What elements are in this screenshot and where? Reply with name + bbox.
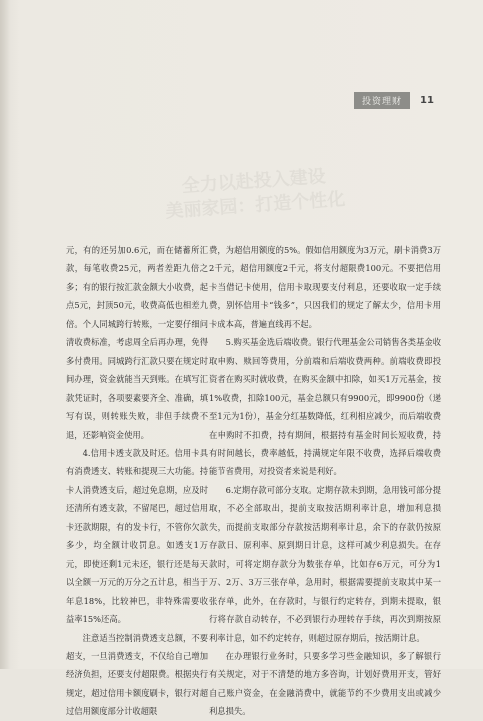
faint-watermark-text (128, 161, 382, 238)
paragraph: 元，有的还另加0.6元，而在储蓄所汇款，每笔收费25元，两者差距九倍之多；有的银行按汇款金额大小收费，起点5元，封顶50元，收费高低也相差九倍。个人同城跨行转账，一定要仔细问清收费标准，考虑周全后再办理，免得多付费用。同城跨行汇款只要在规定时间办理，资金就能当天到账。在填写汇款凭证时，各项要素要齐全、准确，填写有误，则转账失败，非但手续费不退，还影响资金使用。 (66, 245, 208, 440)
paragraph: 4.信用卡透支款及时还。信用卡具有消费透支、转账和提现三大功能。持卡人消费透支后，超过免息期，应及时还清所有透支款，不留尾巴，超过信用卡还款期限，有的发卡行，不管你欠款多少，均全额计收罚息。如透支1万元，即使还剩1元未还，银行还是每天以全额一万元的万分之五计息，相当于年息18%，比较神巴，非特殊需要收益率15%还高。 (66, 447, 208, 625)
left-text-column (66, 241, 208, 721)
paragraph: 5.购买基金选后端收费。银行代理基金公司销售各类基金收取申购、赎回等费用，分前端和后端收费两种。前端收费即投资者在购买时就收费，在购买金额中扣除，如买1万元基金，按1%收费，扣除100元，基金总额只有9900元，即9900份（递至1元为1份），基金分红基数降低，红利相应减少，而后端收费在申购时不扣费，持有期间，根据持有基金时间长短收费，持有时间越长，费率越低，持满规定年限不收费，选择后端收费能节省费用，对投资者来说是利好。 (209, 337, 441, 477)
right-text-column (209, 241, 441, 721)
page-header (354, 92, 434, 108)
watermark-line: 美丽家园：打造个性化 (164, 188, 346, 223)
section-label: 投资理财 (354, 92, 410, 109)
paragraph: 费，为超信用额度的5%。假如信用额度为3万元，刷卡消费3万2千元，超信用额度2千元，将支付超限费100元。不要把信用卡当借记卡使用，信用卡取现要支付利息，还要收取一定手续费，别怀信用卡“钱多”，只因我们的规定了解太少，信用卡用卡成本高，普遍直线再不起。 (209, 245, 441, 329)
paragraph: 在办理银行业务时，只要多学习些金融知识，多了解银行有关规定，对于不清楚的地方多咨询，计划好费用开支，管好自己账户资金，在金融消费中，就能节约不少费用支出或减少利息损失。 (209, 650, 441, 717)
watermark-line: 全力以赴投入建设 (181, 166, 327, 198)
page-number: 11 (420, 94, 434, 106)
paragraph: 6.定期存款可部分支取。定期存款未到期，急用钱可部分提取，不必全部取出，提前支取按活期利率计息，增加利息损失，而提前支取部分存款按活期利率计息，余下的存款仍按原存款日、原利率、原到期日计息，这样可减少利息损失。在存款时，可将定期存款分为数张存单，比如存6万元，可分为1万、2万、3万三张存单，急用时，根据需要提前支取其中某一张存单，此外，在存款时，与银行约定转存，到期未提取，银行将存款自动转存，不必到银行办理转存手续，再次到期按原利率计息，如不约定转存，则超过原存期后，按活期计息。 (209, 484, 441, 643)
paragraph: 注意适当控制消费透支总额，不要超支，一旦消费透支，不仅给自己增加经济负担，还要支付超限费。根据央行规定，超过信用卡额度刷卡，银行对超过信用额度部分计收超限 (66, 632, 208, 717)
binding-shadow (0, 0, 10, 669)
